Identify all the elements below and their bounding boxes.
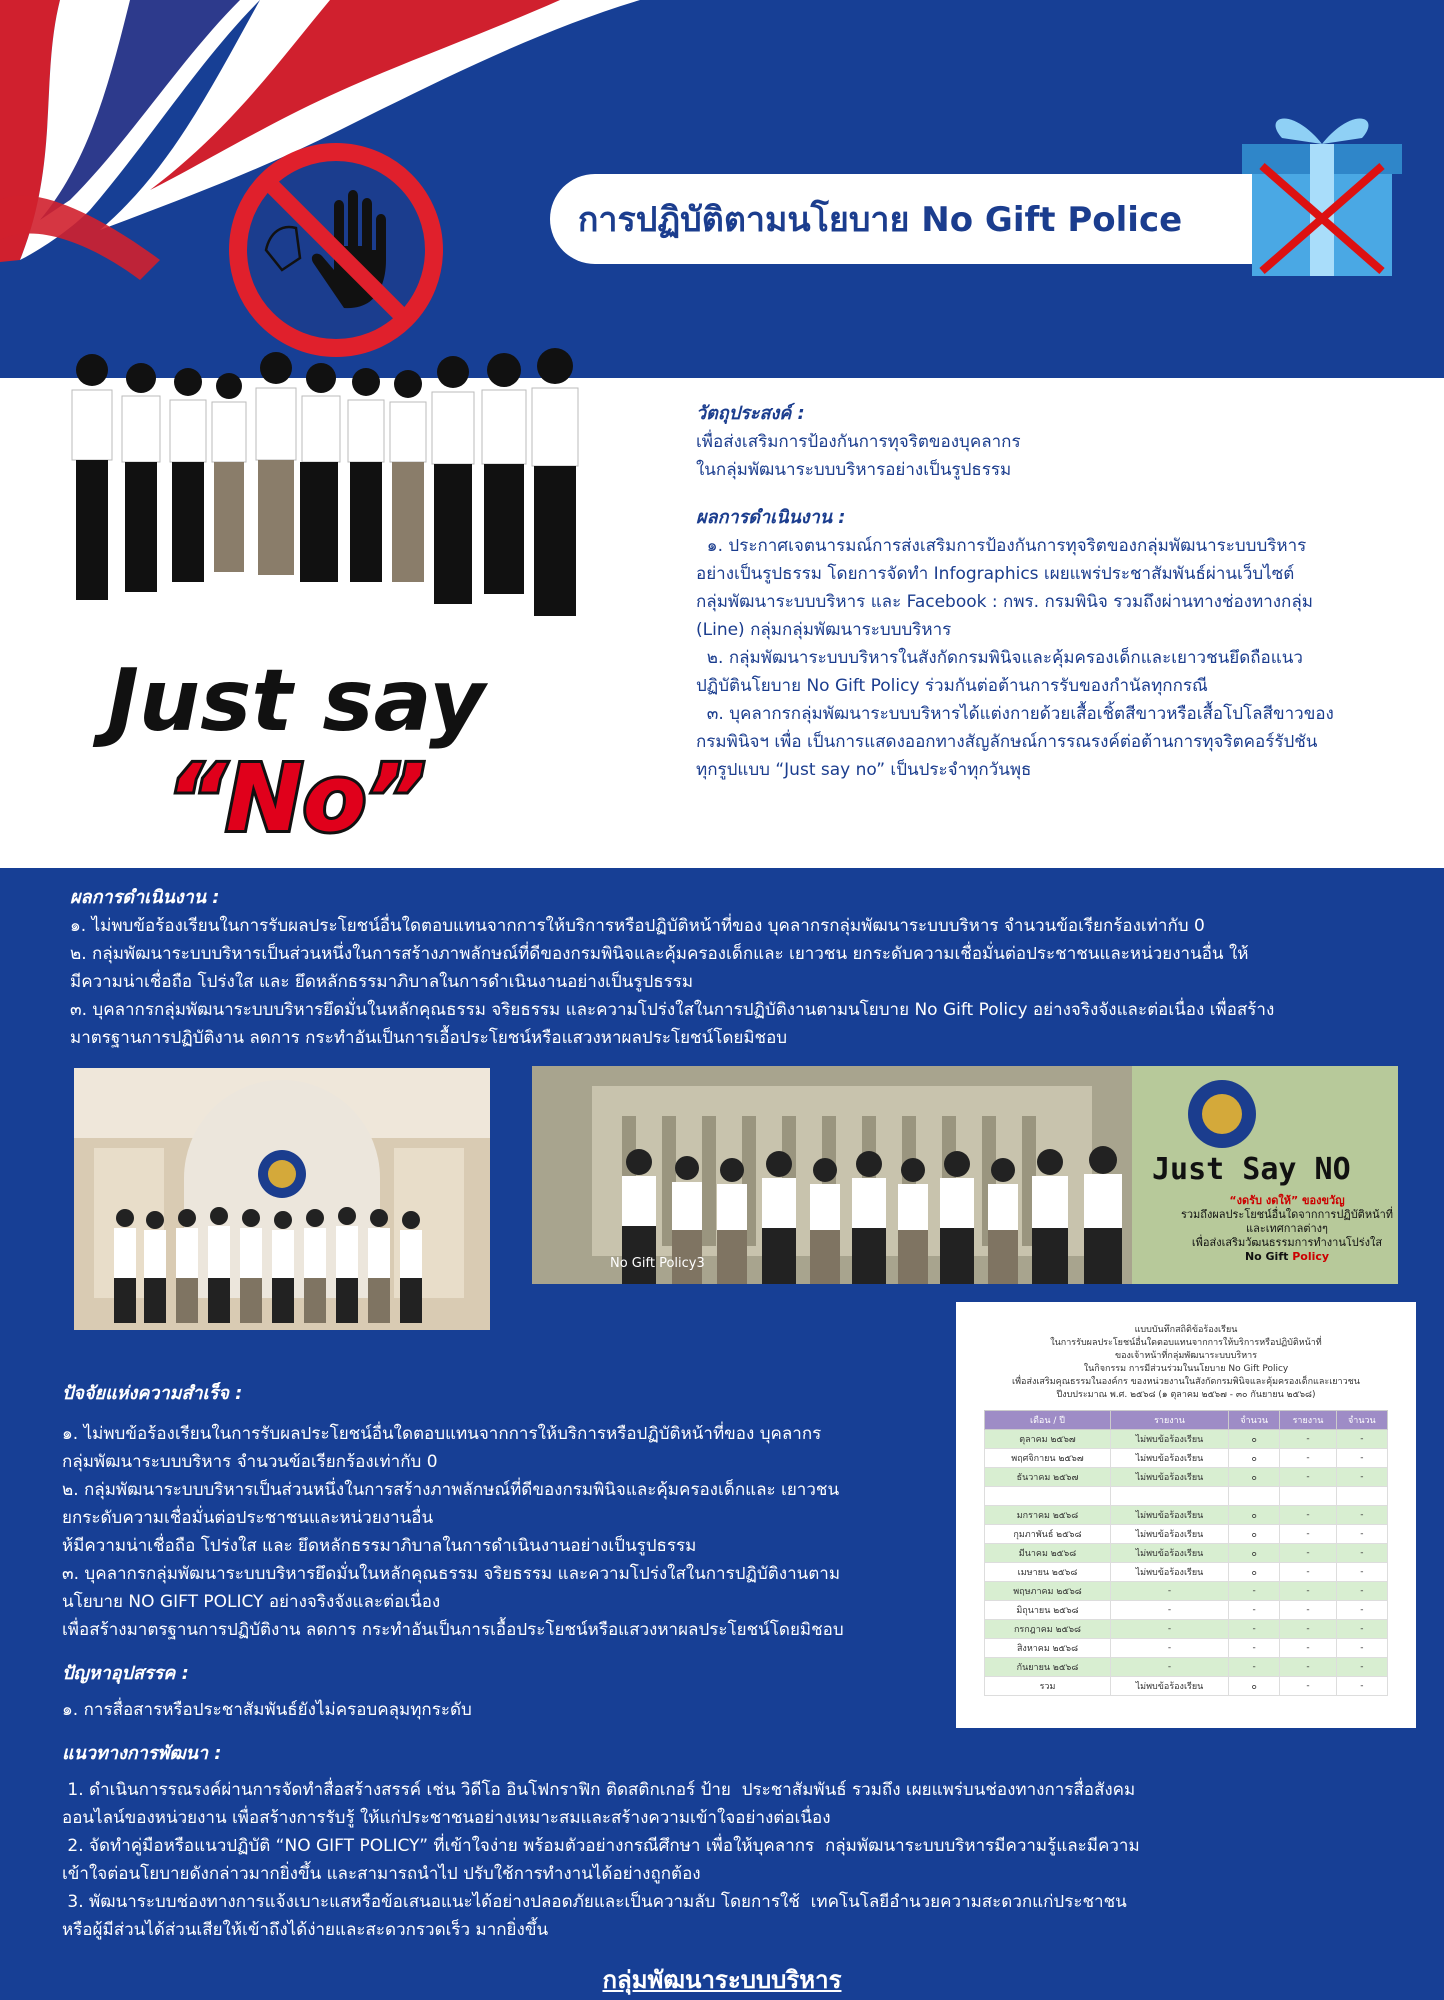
obstacles-heading: ปัญหาอุปสรรค :	[62, 1663, 189, 1684]
obstacles-section	[62, 1660, 942, 1724]
slogan-no: “No”	[166, 745, 426, 850]
table-row	[985, 1487, 1388, 1506]
table-cell: ๐	[1229, 1468, 1280, 1487]
guidelines-heading: แนวทางการพัฒนา :	[62, 1743, 222, 1764]
complaint-statistics-form	[956, 1302, 1416, 1728]
table-cell: -	[1336, 1468, 1387, 1487]
form-title-line: ของเจ้าหน้าที่กลุ่มพัฒนาระบบบริหาร	[1114, 1351, 1258, 1361]
table-cell: -	[1280, 1430, 1336, 1449]
table-cell: -	[1229, 1620, 1280, 1639]
banner-caption	[1172, 1194, 1398, 1264]
table-cell: ๐	[1229, 1544, 1280, 1563]
banner-watermark: No Gift Policy3	[610, 1256, 705, 1271]
table-cell: -	[1110, 1582, 1228, 1601]
banner-tag-policy: Policy	[1292, 1250, 1330, 1263]
obstacles-line: ๑. การสื่อสารหรือประชาสัมพันธ์ยังไม่ครอบคลุมทุกระดับ	[62, 1700, 472, 1720]
intro-results-line: ๓. บุคลากรกลุ่มพัฒนาระบบบริหารได้แต่งกายด้วยเสื้อเชิ้ตสีขาวหรือเสื้อโปโลสีขาวของ	[696, 704, 1334, 724]
table-cell: -	[1280, 1658, 1336, 1677]
table-cell: ธันวาคม ๒๕๖๗	[985, 1468, 1111, 1487]
table-cell: ไม่พบข้อร้องเรียน	[1110, 1430, 1228, 1449]
table-cell: สิงหาคม ๒๕๖๘	[985, 1639, 1111, 1658]
guidelines-line: 3. พัฒนาระบบช่องทางการแจ้งเบาะแสหรือข้อเสนอแนะได้อย่างปลอดภัยและเป็นความลับ โดยการใช้ เทคโนโลยีอำนวยความสะดวกแก่ประชาชน	[62, 1892, 1127, 1912]
guidelines-line: 1. ดำเนินการรณรงค์ผ่านการจัดทำสื่อสร้างสรรค์ เช่น วิดีโอ อินโฟกราฟิก ติดสติกเกอร์ ป้าย ประชาสัมพันธ์ รวมถึง เผยแพร่บนช่องทางการสื่อสังคม	[62, 1780, 1136, 1800]
table-cell	[1110, 1487, 1228, 1506]
just-say-no-banner-photo	[532, 1066, 1398, 1284]
objective-heading: วัตถุประสงค์ :	[696, 403, 805, 424]
table-cell: -	[1110, 1620, 1228, 1639]
intro-results-line: ๒. กลุ่มพัฒนาระบบบริหารในสังกัดกรมพินิจและคุ้มครองเด็กและเยาวชนยึดถือแนว	[696, 648, 1303, 668]
results-line: มีความน่าเชื่อถือ โปร่งใส และ ยึดหลักธรรมาภิบาลในการดำเนินงานอย่างเป็นรูปธรรม	[70, 972, 694, 992]
just-say-no-slogan	[76, 640, 516, 850]
success-line: เพื่อสร้างมาตรฐานการปฏิบัติงาน ลดการ กระทำอันเป็นการเอื้อประโยชน์หรือแสวงหาผลประโยชน์โดยมิชอบ	[62, 1620, 844, 1640]
table-cell: -	[1110, 1639, 1228, 1658]
table-row	[985, 1658, 1388, 1677]
table-cell: พฤศจิกายน ๒๕๖๗	[985, 1449, 1111, 1468]
banner-caption-line: รวมถึงผลประโยชน์อื่นใดจากการปฏิบัติหน้าที่	[1180, 1208, 1394, 1221]
table-cell: -	[1336, 1639, 1387, 1658]
intro-results-heading: ผลการดำเนินงาน :	[696, 507, 846, 528]
table-cell: -	[1336, 1658, 1387, 1677]
table-cell: มิถุนายน ๒๕๖๘	[985, 1601, 1111, 1620]
table-header-cell: จำนวน	[1229, 1411, 1280, 1430]
table-cell	[985, 1487, 1111, 1506]
table-row	[985, 1639, 1388, 1658]
success-heading: ปัจจัยแห่งความสำเร็จ :	[62, 1383, 243, 1404]
table-row	[985, 1601, 1388, 1620]
table-cell: -	[1280, 1563, 1336, 1582]
objective-line: เพื่อส่งเสริมการป้องกันการทุจริตของบุคลากร	[696, 432, 1021, 452]
table-cell: -	[1280, 1582, 1336, 1601]
table-cell: -	[1280, 1677, 1336, 1696]
table-cell: -	[1336, 1677, 1387, 1696]
banner-caption-line: เพื่อส่งเสริมวัฒนธรรมการทำงานโปร่งใส	[1191, 1236, 1383, 1249]
page-title-pill	[550, 174, 1330, 264]
table-cell: -	[1280, 1506, 1336, 1525]
table-row	[985, 1449, 1388, 1468]
success-factors-section	[62, 1380, 942, 1644]
no-stop-hand-icon	[226, 140, 446, 360]
intro-results-line: (Line) กลุ่มกลุ่มพัฒนาระบบบริหาร	[696, 620, 952, 640]
results-line: มาตรฐานการปฏิบัติงาน ลดการ กระทำอันเป็นการเอื้อประโยชน์หรือแสวงหาผลประโยชน์โดยมิชอบ	[70, 1028, 788, 1048]
table-cell: กันยายน ๒๕๖๘	[985, 1658, 1111, 1677]
table-cell: ๐	[1229, 1677, 1280, 1696]
intro-results-line: กรมพินิจฯ เพื่อ เป็นการแสดงออกทางสัญลักษณ์การรณรงค์ต่อต้านการทุจริตคอร์รัปชัน	[696, 732, 1318, 752]
table-cell: -	[1229, 1601, 1280, 1620]
table-cell: -	[1280, 1620, 1336, 1639]
success-line: ๒. กลุ่มพัฒนาระบบบริหารเป็นส่วนหนึ่งในการสร้างภาพลักษณ์ที่ดีของกรมพินิจและคุ้มครองเด็กและ เยาวชน	[62, 1480, 840, 1500]
table-cell: ๐	[1229, 1506, 1280, 1525]
success-line: ยกระดับความเชื่อมั่นต่อประชาชนและหน่วยงานอื่น	[62, 1508, 434, 1528]
table-cell	[1280, 1487, 1336, 1506]
table-header-cell: รายงาน	[1110, 1411, 1228, 1430]
table-row	[985, 1677, 1388, 1696]
crossed-gift-icon	[1232, 86, 1410, 286]
table-cell: -	[1336, 1544, 1387, 1563]
table-cell	[1229, 1487, 1280, 1506]
table-cell: ๐	[1229, 1430, 1280, 1449]
guidelines-line: หรือผู้มีส่วนได้ส่วนเสียให้เข้าถึงได้ง่ายและสะดวกรวดเร็ว มากยิ่งขึ้น	[62, 1920, 549, 1940]
results-line: ๓. บุคลากรกลุ่มพัฒนาระบบบริหารยึดมั่นในหลักคุณธรรม จริยธรรม และความโปร่งใสในการปฏิบัติงานตามนโยบาย No Gift Policy อย่างจริงจังและต่อเนื่อง เพื่อสร้าง	[70, 1000, 1275, 1020]
intro-results-line: ๑. ประกาศเจตนารมณ์การส่งเสริมการป้องกันการทุจริตของกลุ่มพัฒนาระบบบริหาร	[696, 536, 1307, 556]
table-cell: กรกฎาคม ๒๕๖๘	[985, 1620, 1111, 1639]
success-line: ๑. ไม่พบข้อร้องเรียนในการรับผลประโยชน์อื่นใดตอบแทนจากการให้บริการหรือปฏิบัติหน้าที่ของ บุคลากร	[62, 1424, 822, 1444]
development-guidelines-section	[62, 1740, 1362, 1944]
intro-text-block	[696, 400, 1396, 784]
table-cell: กุมภาพันธ์ ๒๕๖๘	[985, 1525, 1111, 1544]
success-line: กลุ่มพัฒนาระบบบริหาร จำนวนข้อเรียกร้องเท่ากับ 0	[62, 1452, 438, 1472]
guidelines-line: 2. จัดทำคู่มือหรือแนวปฏิบัติ “NO GIFT POLICY” ที่เข้าใจง่าย พร้อมตัวอย่างกรณีศึกษา เพื่อให้บุคลากร กลุ่มพัฒนาระบบบริหารมีความรู้และมีความ	[62, 1836, 1140, 1856]
intro-results-line: ทุกรูปแบบ “Just say no” เป็นประจำทุกวันพุธ	[696, 760, 1032, 780]
results-line: ๑. ไม่พบข้อร้องเรียนในการรับผลประโยชน์อื่นใดตอบแทนจากการให้บริการหรือปฏิบัติหน้าที่ของ บุคลากรกลุ่มพัฒนาระบบบริหาร จำนวนข้อเรียกร้องเท่ากับ 0	[70, 916, 1205, 936]
table-header-cell: รายงาน	[1280, 1411, 1336, 1430]
table-cell: ไม่พบข้อร้องเรียน	[1110, 1563, 1228, 1582]
form-title-line: ในการรับผลประโยชน์อื่นใดตอบแทนจากการให้บริการหรือปฏิบัติหน้าที่	[1050, 1338, 1322, 1348]
table-cell: -	[1110, 1658, 1228, 1677]
table-cell: ๐	[1229, 1449, 1280, 1468]
table-cell: ไม่พบข้อร้องเรียน	[1110, 1468, 1228, 1487]
table-cell: -	[1336, 1449, 1387, 1468]
table-header-cell: เดือน / ปี	[985, 1411, 1111, 1430]
table-cell: -	[1336, 1525, 1387, 1544]
table-cell: -	[1280, 1449, 1336, 1468]
table-cell: -	[1336, 1506, 1387, 1525]
table-cell: ๐	[1229, 1563, 1280, 1582]
table-cell: ไม่พบข้อร้องเรียน	[1110, 1544, 1228, 1563]
header-banner	[0, 0, 1444, 378]
table-row	[985, 1430, 1388, 1449]
objective-line: ในกลุ่มพัฒนาระบบบริหารอย่างเป็นรูปธรรม	[696, 460, 1012, 480]
intro-results-line: ปฏิบัตินโยบาย No Gift Policy ร่วมกันต่อต้านการรับของกำนัลทุกกรณี	[696, 676, 1208, 696]
table-cell: -	[1280, 1468, 1336, 1487]
results-heading: ผลการดำเนินงาน :	[70, 887, 220, 908]
form-title-line: ปีงบประมาณ พ.ศ. ๒๕๖๘ (๑ ตุลาคม ๒๕๖๗ - ๓๐ กันยายน ๒๕๖๘)	[1056, 1390, 1316, 1400]
table-cell: -	[1336, 1601, 1387, 1620]
results-line: ๒. กลุ่มพัฒนาระบบบริหารเป็นส่วนหนึ่งในการสร้างภาพลักษณ์ที่ดีของกรมพินิจและคุ้มครองเด็กและ เยาวชน ยกระดับความเชื่อมั่นต่อประชาชนและหน่วยงานอื่น ให้	[70, 944, 1249, 964]
table-row	[985, 1544, 1388, 1563]
table-row	[985, 1563, 1388, 1582]
success-line: ๓. บุคลากรกลุ่มพัฒนาระบบบริหารยึดมั่นในหลักคุณธรรม จริยธรรม และความโปร่งใสในการปฏิบัติงานตาม	[62, 1564, 841, 1584]
success-line: ห้มีความน่าเชื่อถือ โปร่งใส และ ยึดหลักธรรมาภิบาลในการดำเนินงานอย่างเป็นรูปธรรม	[62, 1536, 697, 1556]
table-cell: -	[1336, 1582, 1387, 1601]
success-line: นโยบาย NO GIFT POLICY อย่างจริงจังและต่อเนื่อง	[62, 1592, 441, 1612]
form-title-line: ในกิจกรรม การมีส่วนร่วมในนโยบาย No Gift Policy	[1083, 1364, 1289, 1374]
banner-title: Just Say NO	[1152, 1152, 1351, 1187]
footer-department-label: กลุ่มพัฒนาระบบบริหาร	[602, 1966, 842, 1994]
table-cell: มกราคม ๒๕๖๘	[985, 1506, 1111, 1525]
table-cell: มีนาคม ๒๕๖๘	[985, 1544, 1111, 1563]
table-cell: ตุลาคม ๒๕๖๗	[985, 1430, 1111, 1449]
form-title-line: เพื่อส่งเสริมคุณธรรมในองค์กร ของหน่วยงานในสังกัดกรมพินิจและคุ้มครองเด็กและเยาวชน	[1012, 1377, 1360, 1387]
table-cell: -	[1280, 1601, 1336, 1620]
page-title: การปฏิบัติตามนโยบาย No Gift Police	[577, 200, 1183, 240]
table-cell: ๐	[1229, 1525, 1280, 1544]
table-cell: -	[1229, 1582, 1280, 1601]
table-cell: -	[1336, 1430, 1387, 1449]
table-cell: -	[1280, 1544, 1336, 1563]
intro-results-line: กลุ่มพัฒนาระบบบริหาร และ Facebook : กพร. กรมพินิจ รวมถึงผ่านทางช่องทางกลุ่ม	[696, 592, 1313, 612]
table-row	[985, 1525, 1388, 1544]
table-row	[985, 1506, 1388, 1525]
table-cell	[1336, 1487, 1387, 1506]
banner-tag: No Gift	[1244, 1250, 1293, 1263]
team-group-photo	[62, 330, 618, 670]
table-row	[985, 1582, 1388, 1601]
banner-caption-line: “งดรับ งดให้” ของขวัญ	[1229, 1194, 1345, 1207]
table-cell: -	[1110, 1601, 1228, 1620]
table-cell: รวม	[985, 1677, 1111, 1696]
table-cell: ไม่พบข้อร้องเรียน	[1110, 1449, 1228, 1468]
table-cell: เมษายน ๒๕๖๘	[985, 1563, 1111, 1582]
guidelines-line: ออนไลน์ของหน่วยงาน เพื่อสร้างการรับรู้ ให้แก่ประชาชนอย่างเหมาะสมและสร้างความเข้าใจอย่างต่อเนื่อง	[62, 1808, 831, 1828]
guidelines-line: เข้าใจต่อนโยบายดังกล่าวมากยิ่งขึ้น และสามารถนำไป ปรับใช้การทำงานได้อย่างถูกต้อง	[62, 1864, 701, 1884]
office-group-photo	[74, 1068, 490, 1330]
form-title-line: แบบบันทึกสถิติข้อร้องเรียน	[1134, 1325, 1238, 1335]
table-cell: -	[1336, 1620, 1387, 1639]
table-cell: -	[1229, 1639, 1280, 1658]
table-cell: -	[1280, 1525, 1336, 1544]
table-cell: ไม่พบข้อร้องเรียน	[1110, 1677, 1228, 1696]
table-row	[985, 1468, 1388, 1487]
banner-caption-line: และเทศกาลต่างๆ	[1246, 1222, 1328, 1235]
table-cell: ไม่พบข้อร้องเรียน	[1110, 1525, 1228, 1544]
results-section	[70, 884, 1390, 1052]
slogan-just-say: Just say	[106, 651, 486, 751]
table-cell: -	[1280, 1639, 1336, 1658]
table-cell: ไม่พบข้อร้องเรียน	[1110, 1506, 1228, 1525]
table-header-cell: จำนวน	[1336, 1411, 1387, 1430]
table-cell: -	[1336, 1563, 1387, 1582]
table-row	[985, 1620, 1388, 1639]
intro-results-line: อย่างเป็นรูปธรรม โดยการจัดทำ Infographics เผยแพร่ประชาสัมพันธ์ผ่านเว็บไซต์	[696, 564, 1295, 584]
table-cell: พฤษภาคม ๒๕๖๘	[985, 1582, 1111, 1601]
complaint-table	[984, 1410, 1388, 1696]
table-cell: -	[1229, 1658, 1280, 1677]
